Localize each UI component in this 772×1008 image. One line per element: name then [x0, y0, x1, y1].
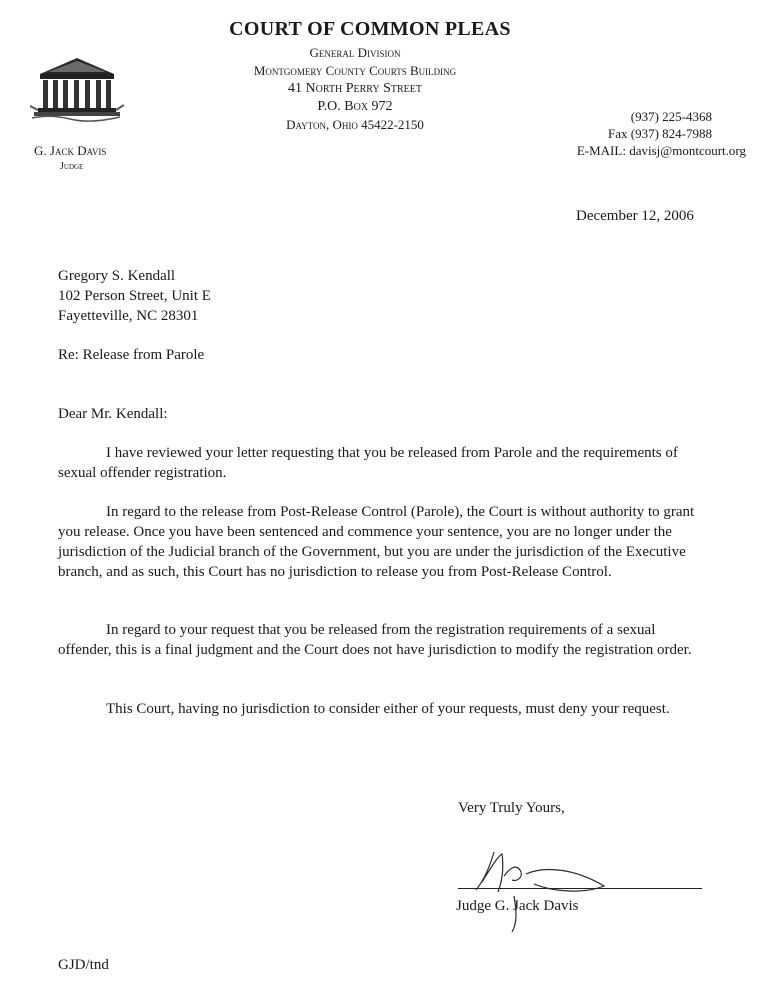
- salutation: Dear Mr. Kendall:: [58, 406, 168, 422]
- paragraph-2: In regard to the release from Post-Release Control (Parole), the Court is without authority to grant you release. Once you have been sentenced and commence your sentence, you are no longer under the jurisdiction of the Judicial branch of the Government, but you are under the jurisdiction of the Executive branch, and as such, this Court has no jurisdiction to release you from Post-Release Control.: [58, 504, 695, 580]
- paragraph-1: I have reviewed your letter requesting that you be released from Parole and the requirements of sexual offender registration.: [58, 445, 678, 481]
- signature-line: [458, 888, 702, 889]
- recipient-address-1: 102 Person Street, Unit E: [58, 288, 211, 304]
- po-box-line: P.O. Box 972: [317, 99, 393, 114]
- recipient-address-2: Fayetteville, NC 28301: [58, 308, 199, 324]
- building-line: Montgomery County Courts Building: [253, 63, 457, 78]
- signature-icon: [464, 846, 614, 936]
- court-name: COURT OF COMMON PLEAS: [229, 18, 511, 40]
- street-line: 41 North Perry Street: [287, 81, 423, 96]
- letter-date: December 12, 2006: [576, 208, 694, 224]
- paragraph-3: In regard to your request that you be released from the registration requirements of a sexual offender, this is a final judgment and the Court does not have jurisdiction to modify the registration order.: [58, 622, 692, 658]
- courthouse-icon: [30, 52, 124, 122]
- fax-number: Fax (937) 824-7988: [608, 126, 712, 141]
- phone-number: (937) 225-4368: [630, 109, 712, 124]
- city-line: Dayton, Ohio 45422-2150: [286, 117, 424, 132]
- signature-name: Judge G. Jack Davis: [456, 898, 579, 914]
- subject-line: Re: Release from Parole: [58, 347, 205, 363]
- division-line: General Division: [309, 45, 401, 60]
- email-address: E-MAIL: davisj@montcourt.org: [576, 143, 746, 158]
- judge-title: Judge: [60, 161, 84, 172]
- typist-initials: GJD/tnd: [58, 957, 109, 973]
- paragraph-4: This Court, having no jurisdiction to consider either of your requests, must deny your request.: [106, 701, 670, 717]
- recipient-name: Gregory S. Kendall: [58, 268, 176, 284]
- judge-name: G. Jack Davis: [34, 143, 107, 158]
- closing: Very Truly Yours,: [458, 800, 565, 816]
